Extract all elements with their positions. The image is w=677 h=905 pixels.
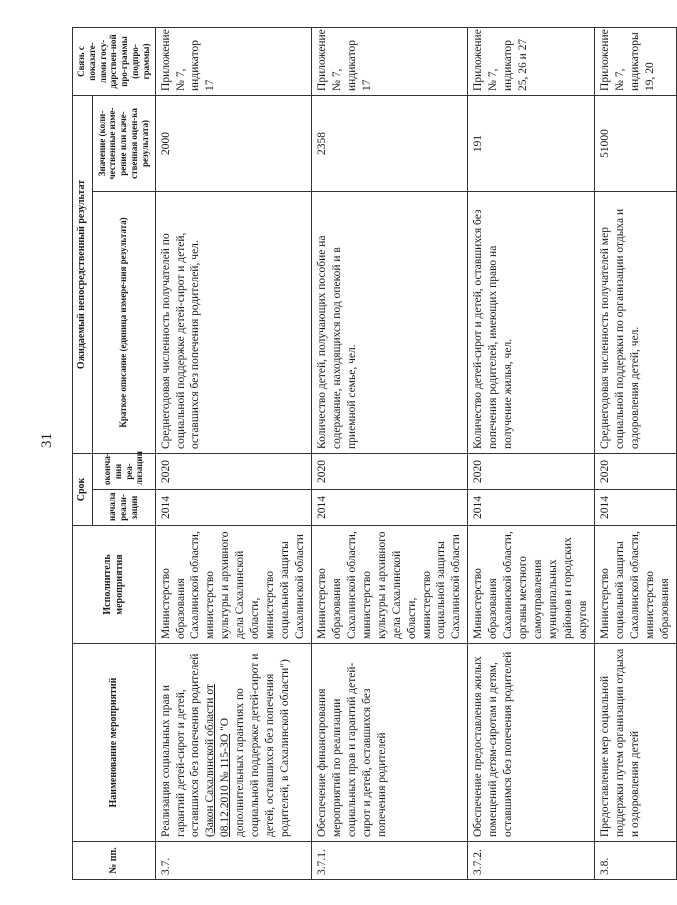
row-num: 3.8. bbox=[594, 842, 676, 880]
row-num: 3.7.2. bbox=[468, 842, 595, 880]
row-name-text: Реализация социальных прав и гарантий детей-сирот и детей, оставшихся без попечения родителей ( bbox=[159, 653, 217, 837]
row-start: 2014 bbox=[311, 490, 467, 526]
row-end: 2020 bbox=[311, 453, 467, 489]
row-name: Предоставление мер социальной поддержки путем организации отдыха и оздоровления детей bbox=[594, 644, 676, 842]
row-name-text: "О дополнительных гарантиях по социальной поддержке детей-сирот и детей, оставшихся без попечения родителей, в Сахалинской области") bbox=[219, 653, 292, 837]
row-executor: Министерство образования Сахалинской области, министерство культуры и архивного дела Сахалинской области, министерство социальной защиты Сахалинской области bbox=[155, 526, 311, 644]
row-end: 2020 bbox=[468, 453, 595, 489]
header-expected-value: Значение (коли-чественные изме-рение или каче-ственная оцен-ка результата) bbox=[92, 95, 155, 191]
row-value: 2358 bbox=[311, 95, 467, 191]
row-link: Приложение № 7, индикатор 25, 26 и 27 bbox=[468, 27, 595, 95]
row-num: 3.7.1. bbox=[311, 842, 467, 880]
row-name: Обеспечение предоставления жилых помещений детям-сиротам и детям, оставшимся без попечения родителей bbox=[468, 644, 595, 842]
row-end: 2020 bbox=[594, 453, 676, 489]
row-value: 191 bbox=[468, 95, 595, 191]
row-start: 2014 bbox=[594, 490, 676, 526]
row-link: Приложение № 7, индикаторы 19, 20 bbox=[594, 27, 676, 95]
header-executor: Исполнитель мероприятия bbox=[73, 526, 156, 644]
row-executor: Министерство социальной защиты Сахалинской области, министерство образования bbox=[594, 526, 676, 644]
measures-table bbox=[72, 27, 677, 880]
header-link: Связь с показате-лями госу-дарствен-ной про-граммы (подпро-граммы) bbox=[73, 27, 156, 95]
row-desc: Количество детей-сирот и детей, оставшихся без попечения родителей, имеющих право на получение жилья, чел. bbox=[468, 191, 595, 453]
table-row-3-7-1 bbox=[311, 27, 467, 879]
row-num: 3.7. bbox=[155, 842, 311, 880]
header-row-1 bbox=[73, 27, 93, 879]
row-desc: Среднегодовая численность получателей по социальной поддержке детей-сирот и детей, оставшихся без попечения родителей, чел. bbox=[155, 191, 311, 453]
row-executor: Министерство образования Сахалинской области, органы местного самоуправления муниципальных районов и городских округов bbox=[468, 526, 595, 644]
rotated-table-frame bbox=[72, 28, 671, 880]
row-link: Приложение № 7, индикатор 17 bbox=[155, 27, 311, 95]
row-desc: Среднегодовая численность получателей мер социальной поддержки по организации отдыха и оздоровления детей, чел. bbox=[594, 191, 676, 453]
table-row-3-7 bbox=[155, 27, 311, 879]
header-name: Наименование мероприятий bbox=[73, 644, 156, 842]
row-start: 2014 bbox=[468, 490, 595, 526]
header-num: № пп. bbox=[73, 842, 156, 880]
page-number: 31 bbox=[39, 433, 55, 448]
scan-artifact bbox=[600, 600, 630, 890]
row-start: 2014 bbox=[155, 490, 311, 526]
header-term-end: оконча-ния реа-лизации bbox=[92, 453, 155, 489]
row-end: 2020 bbox=[155, 453, 311, 489]
row-executor: Министерство образования Сахалинской области, министерство культуры и архивного дела Сахалинской области, министерство социальной защиты Сахалинской области bbox=[311, 526, 467, 644]
law-reference-link[interactable]: Закон Сахалинской области от 08.12.2010 № 115-ЗО bbox=[204, 684, 232, 837]
header-term: Срок bbox=[73, 453, 93, 525]
row-value: 2000 bbox=[155, 95, 311, 191]
header-term-start: начала реали-зации bbox=[92, 490, 155, 526]
table-row-3-7-2 bbox=[468, 27, 595, 879]
row-link: Приложение № 7, индикатор 17 bbox=[311, 27, 467, 95]
header-expected: Ожидаемый непосредственный результат bbox=[73, 95, 93, 453]
header-expected-desc: Краткое описание (единица измере-ния результата) bbox=[92, 191, 155, 453]
row-name bbox=[155, 644, 311, 842]
row-name: Обеспечение финансирования мероприятий по реализации социальных прав и гарантий детей-сирот и детей, оставшихся без попечения родителей bbox=[311, 644, 467, 842]
row-value: 51000 bbox=[594, 95, 676, 191]
row-desc: Количество детей, получающих пособие на содержание, находящихся под опекой и в приемной семье, чел. bbox=[311, 191, 467, 453]
